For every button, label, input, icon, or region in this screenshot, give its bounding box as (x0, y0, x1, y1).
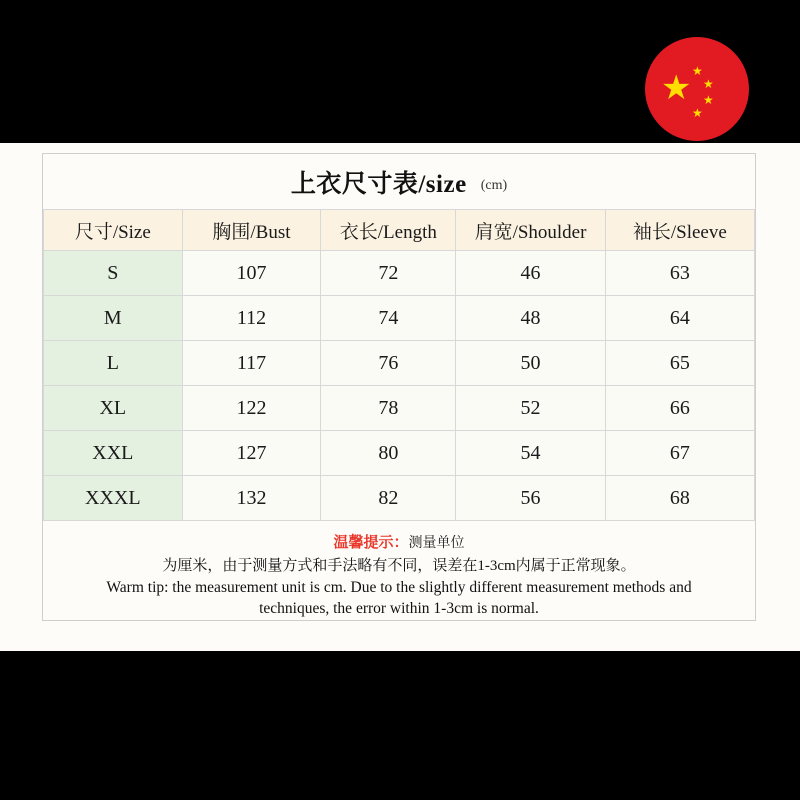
table-row (44, 386, 755, 431)
cell-shoulder: 52 (456, 386, 605, 431)
flag-star-small-1: ★ (692, 64, 703, 78)
cell-bust: 127 (182, 431, 321, 476)
cell-sleeve: 68 (605, 476, 754, 521)
cell-sleeve: 66 (605, 386, 754, 431)
table-row (44, 431, 755, 476)
note-chinese: 为厘米，由于测量方式和手法略有不同，误差在1-3cm内属于正常现象。 (162, 558, 636, 574)
cell-shoulder: 56 (456, 476, 605, 521)
china-flag-badge (645, 37, 749, 141)
cell-bust: 112 (182, 296, 321, 341)
cell-sleeve: 65 (605, 341, 754, 386)
cell-size: XXXL (44, 476, 183, 521)
cell-length: 78 (321, 386, 456, 431)
cell-length: 80 (321, 431, 456, 476)
cell-length: 76 (321, 341, 456, 386)
cell-shoulder: 46 (456, 251, 605, 296)
cell-length: 74 (321, 296, 456, 341)
cell-size: L (44, 341, 183, 386)
cell-sleeve: 63 (605, 251, 754, 296)
cell-sleeve: 64 (605, 296, 754, 341)
column-header-length: 衣长/Length (321, 210, 456, 251)
column-header-shoulder: 肩宽/Shoulder (456, 210, 605, 251)
measurement-notes (43, 521, 755, 620)
table-header-row (44, 210, 755, 251)
cell-size: XL (44, 386, 183, 431)
chart-title-row (43, 154, 755, 209)
flag-star-small-4: ★ (692, 106, 703, 120)
note-english-line-1: Warm tip: the measurement unit is cm. Due to the slightly different measurement methods and (106, 579, 692, 596)
note-english-line-2: techniques, the error within 1-3cm is normal. (259, 599, 539, 617)
flag-star-large: ★ (661, 68, 692, 108)
size-chart-card (42, 153, 756, 621)
cell-bust: 117 (182, 341, 321, 386)
cell-bust: 132 (182, 476, 321, 521)
cell-bust: 122 (182, 386, 321, 431)
cell-length: 72 (321, 251, 456, 296)
page-title: 上衣尺寸表/size (290, 170, 467, 198)
cell-bust: 107 (182, 251, 321, 296)
cell-shoulder: 50 (456, 341, 605, 386)
cell-shoulder: 48 (456, 296, 605, 341)
table-header (44, 210, 755, 251)
column-header-bust: 胸围/Bust (182, 210, 321, 251)
size-table (43, 209, 755, 521)
title-unit: (cm) (480, 177, 508, 193)
column-header-sleeve: 袖长/Sleeve (605, 210, 754, 251)
cell-length: 82 (321, 476, 456, 521)
column-header-size: 尺寸/Size (44, 210, 183, 251)
flag-star-small-2: ★ (703, 77, 714, 91)
note-tip-line (57, 531, 741, 552)
cell-size: S (44, 251, 183, 296)
table-body (44, 251, 755, 521)
note-tip-rest: 测量单位 (408, 536, 465, 551)
cell-size: XXL (44, 431, 183, 476)
table-row (44, 476, 755, 521)
cell-shoulder: 54 (456, 431, 605, 476)
note-tip-label: 温馨提示： (333, 535, 409, 551)
cell-sleeve: 67 (605, 431, 754, 476)
flag-star-small-3: ★ (703, 93, 714, 107)
table-row (44, 341, 755, 386)
cell-size: M (44, 296, 183, 341)
table-row (44, 251, 755, 296)
table-row (44, 296, 755, 341)
